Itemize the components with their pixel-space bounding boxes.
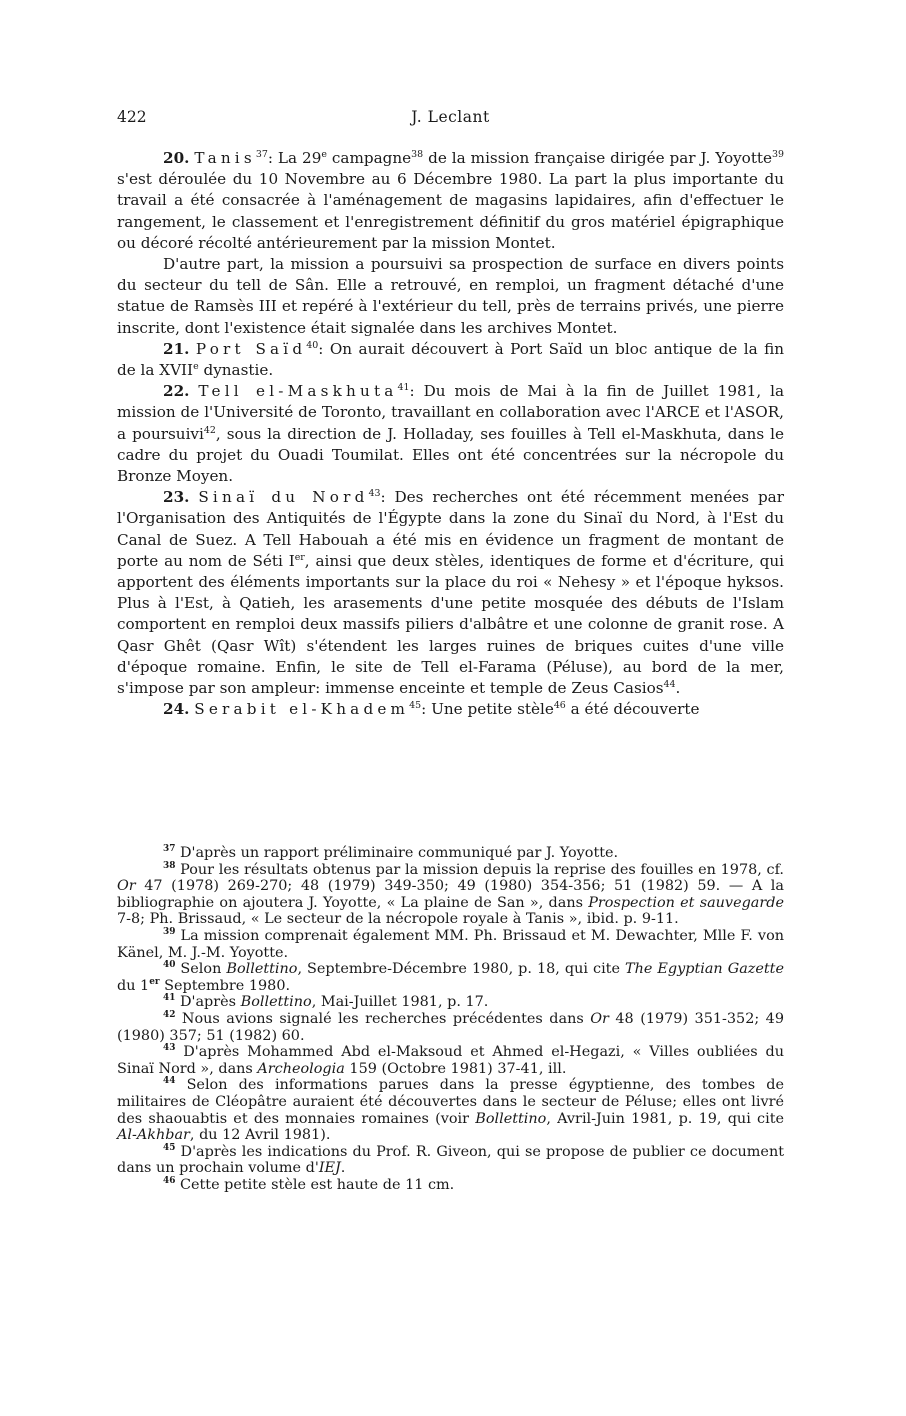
footnote-number: 46 <box>163 1176 176 1187</box>
section-number: 23. <box>163 488 190 507</box>
publication-title: Prospection et sauvegarde <box>588 894 784 911</box>
journal-title: IEJ <box>318 1160 341 1177</box>
footnote-text: Selon des informations parues dans la presse égyptienne, des tombes de militaires de Cléopâtre auraient été découvertes dans le secteur de Péluse; elles ont livré des shaouabtis et des monnaies romaines (voir <box>117 1077 784 1127</box>
footnote-text: . <box>340 1160 346 1177</box>
text-run: , sous la direction de J. Holladay, ses fouilles à Tell el-Maskhuta, dans le cadre du projet du Ouadi Toumilat. Elles ont été concentrées sur la nécropole du Bronze Moyen. <box>117 424 784 486</box>
footnote-ref[interactable]: 42 <box>203 424 216 436</box>
footnote-ref[interactable]: 45 <box>409 700 422 712</box>
publication-title: The Egyptian Gazette <box>625 961 784 978</box>
section-number: 24. <box>163 700 190 719</box>
footnote-43 <box>117 1044 784 1077</box>
ordinal-sup: er <box>294 551 305 563</box>
text-run: : Du mois de Mai à la fin de Juillet 1981, la mission de l'Université de Toronto, travaillant en collaboration avec l'ARCE et l'ASOR, a poursuivi <box>117 382 785 443</box>
footnote-number: 38 <box>163 860 176 871</box>
footnote-number: 42 <box>163 1010 176 1021</box>
footnote-ref[interactable]: 37 <box>255 148 268 160</box>
section-number: 20. <box>163 149 190 167</box>
footnote-45 <box>117 1144 784 1177</box>
section-place: Tell el-Maskhuta <box>198 382 398 401</box>
footnotes <box>117 845 784 1193</box>
publication-title: Bollettino <box>240 994 312 1011</box>
footnote-42 <box>117 1011 784 1044</box>
text-run: s'est déroulée du 10 Novembre au 6 Décembre 1980. La part la plus importante du travail a été consacrée à l'aménagement de magasins lapidaires, afin d'effectuer le rangement, le classement et l'enregistrement définitif du gros matériel épigraphique ou décoré récolté antérieurement par la mission Montet. <box>117 170 784 252</box>
text-run: : On aurait découvert à Port Saïd un bloc antique de la fin de la XVII <box>117 339 785 380</box>
ordinal-sup: er <box>149 976 160 987</box>
journal-title: Or <box>590 1010 609 1027</box>
text-run: : Des recherches ont été récemment menées par l'Organisation des Antiquités de l'Égypte dans la zone du Sinaï du Nord, à l'Est du Canal de Suez. A Tell Habouah a été mis en évidence un fragment de montant de porte au nom de Séti I <box>117 488 785 570</box>
footnote-text: , du 12 Avril 1981). <box>189 1127 331 1144</box>
footnote-number: 39 <box>163 927 176 938</box>
footnote-number: 40 <box>163 960 176 971</box>
body-text <box>117 148 784 720</box>
section-place: Serabit el-Khadem <box>194 700 410 719</box>
footnote-number: 41 <box>163 993 176 1004</box>
footnote-text: , Septembre-Décembre 1980, p. 18, qui cite <box>297 961 625 978</box>
paragraph-sinai-du-nord <box>117 487 784 699</box>
footnote-text: 48 (1979) 351-352; 49 (1980) 357; 51 (1982) 60. <box>117 1010 784 1044</box>
footnote-text: Selon <box>175 961 227 978</box>
footnote-39 <box>117 928 784 961</box>
footnote-ref[interactable]: 43 <box>368 488 381 500</box>
text-run: dynastie. <box>198 361 274 380</box>
journal-title: Or <box>117 878 136 895</box>
publication-title: Bollettino <box>475 1110 547 1127</box>
journal-title: Archeologia <box>257 1060 345 1077</box>
footnote-37 <box>117 845 784 862</box>
footnote-text: 7-8; Ph. Brissaud, « Le secteur de la nécropole royale à Tanis », ibid. p. 9-11. <box>117 911 679 928</box>
publication-title: Al-Akhbar <box>117 1127 190 1144</box>
page <box>117 108 784 720</box>
paragraph-tanis <box>117 148 784 254</box>
footnote-text: Cette petite stèle est haute de 11 cm. <box>175 1176 455 1193</box>
page-number: 422 <box>117 108 147 126</box>
footnote-text: La mission comprenait également MM. Ph. Brissaud et M. Dewachter, Mlle F. von Känel, M. J.-M. Yoyotte. <box>117 927 784 961</box>
footnote-ref[interactable]: 38 <box>411 148 424 160</box>
footnote-41 <box>117 994 784 1011</box>
text-run: . <box>675 679 681 698</box>
section-number: 21. <box>163 339 190 358</box>
footnote-44 <box>117 1077 784 1143</box>
text-run: campagne <box>326 149 412 167</box>
footnote-ref[interactable]: 46 <box>553 700 566 712</box>
section-place: Sinaï du Nord <box>198 488 369 507</box>
footnote-text: Nous avions signalé les recherches précédentes dans <box>175 1010 591 1027</box>
ordinal-sup: e <box>321 148 327 160</box>
text-run: a été découverte <box>565 700 700 719</box>
footnote-46 <box>117 1177 784 1194</box>
paragraph-port-said <box>117 339 784 381</box>
text-run: , ainsi que deux stèles, identiques de forme et d'écriture, qui apportent des éléments importants sur la place du roi « Nehesy » et l'époque hyksos. Plus à l'Est, à Qatieh, les arasements d'une petite mosquée des débuts de l'Islam comportent en remploi deux massifs piliers d'albâtre et une colonne de granit rose. A Qasr Ghêt (Qasr Wît) s'étendent les larges ruines de briques cuites d'une ville d'époque romaine. Enfin, le site de Tell el-Farama (Péluse), au bord de la mer, s'impose par son ampleur: immense enceinte et temple de Zeus Casios <box>117 551 784 698</box>
footnote-number: 45 <box>163 1142 176 1153</box>
text-run: de la mission française dirigée par J. Yoyotte <box>423 149 773 167</box>
footnote-text: , Avril-Juin 1981, p. 19, qui cite <box>546 1110 784 1127</box>
footnote-ref[interactable]: 39 <box>772 148 784 160</box>
footnote-number: 43 <box>163 1043 176 1054</box>
footnote-text: , Mai-Juillet 1981, p. 17. <box>311 994 489 1011</box>
running-head <box>117 108 784 134</box>
footnote-number: 37 <box>163 844 176 855</box>
footnote-text: 159 (Octobre 1981) 37-41, ill. <box>344 1060 567 1077</box>
ordinal-sup: e <box>193 360 199 372</box>
footnote-number: 44 <box>163 1076 176 1087</box>
paragraph-serabit-el-khadem <box>117 699 784 720</box>
section-place: Tanis <box>194 149 256 167</box>
footnote-text: D'après les indications du Prof. R. Giveon, qui se propose de publier ce document dans un prochain volume d' <box>117 1143 784 1177</box>
footnote-40 <box>117 961 784 994</box>
footnote-text: D'après Mohammed Abd el-Maksoud et Ahmed el-Hegazi, « Villes oubliées du Sinaï Nord », dans <box>117 1044 784 1077</box>
section-place: Port Saïd <box>195 339 307 358</box>
footnote-text: D'après un rapport préliminaire communiqué par J. Yoyotte. <box>175 845 619 861</box>
footnote-ref[interactable]: 41 <box>397 382 410 394</box>
footnote-text: Pour les résultats obtenus par la mission depuis la reprise des fouilles en 1978, cf. <box>175 861 784 878</box>
footnote-text: Septembre 1980. <box>159 977 291 994</box>
footnote-text: du 1 <box>117 977 150 994</box>
footnote-38 <box>117 862 784 928</box>
footnote-text: D'après <box>175 994 241 1011</box>
footnote-ref[interactable]: 44 <box>663 679 676 691</box>
paragraph-tell-el-maskhuta <box>117 381 784 487</box>
section-number: 22. <box>163 382 190 401</box>
text-run: : Une petite stèle <box>421 700 554 719</box>
text-run: : La 29 <box>267 149 322 167</box>
paragraph-tanis-continued: D'autre part, la mission a poursuivi sa prospection de surface en divers points du secteur du tell de Sân. Elle a retrouvé, en remploi, un fragment détaché d'une statue de Ramsès III et repéré à l'extérieur du tell, près de terrains privés, une pierre inscrite, dont l'existence était signalée dans les archives Montet. <box>117 255 784 337</box>
footnote-text: 47 (1978) 269-270; 48 (1979) 349-350; 49 (1980) 354-356; 51 (1982) 59. — A la bibliographie on ajoutera J. Yoyotte, « La plaine de San », dans <box>117 878 784 911</box>
running-head-author: J. Leclant <box>411 108 490 126</box>
footnote-ref[interactable]: 40 <box>306 339 319 351</box>
publication-title: Bollettino <box>226 961 298 978</box>
